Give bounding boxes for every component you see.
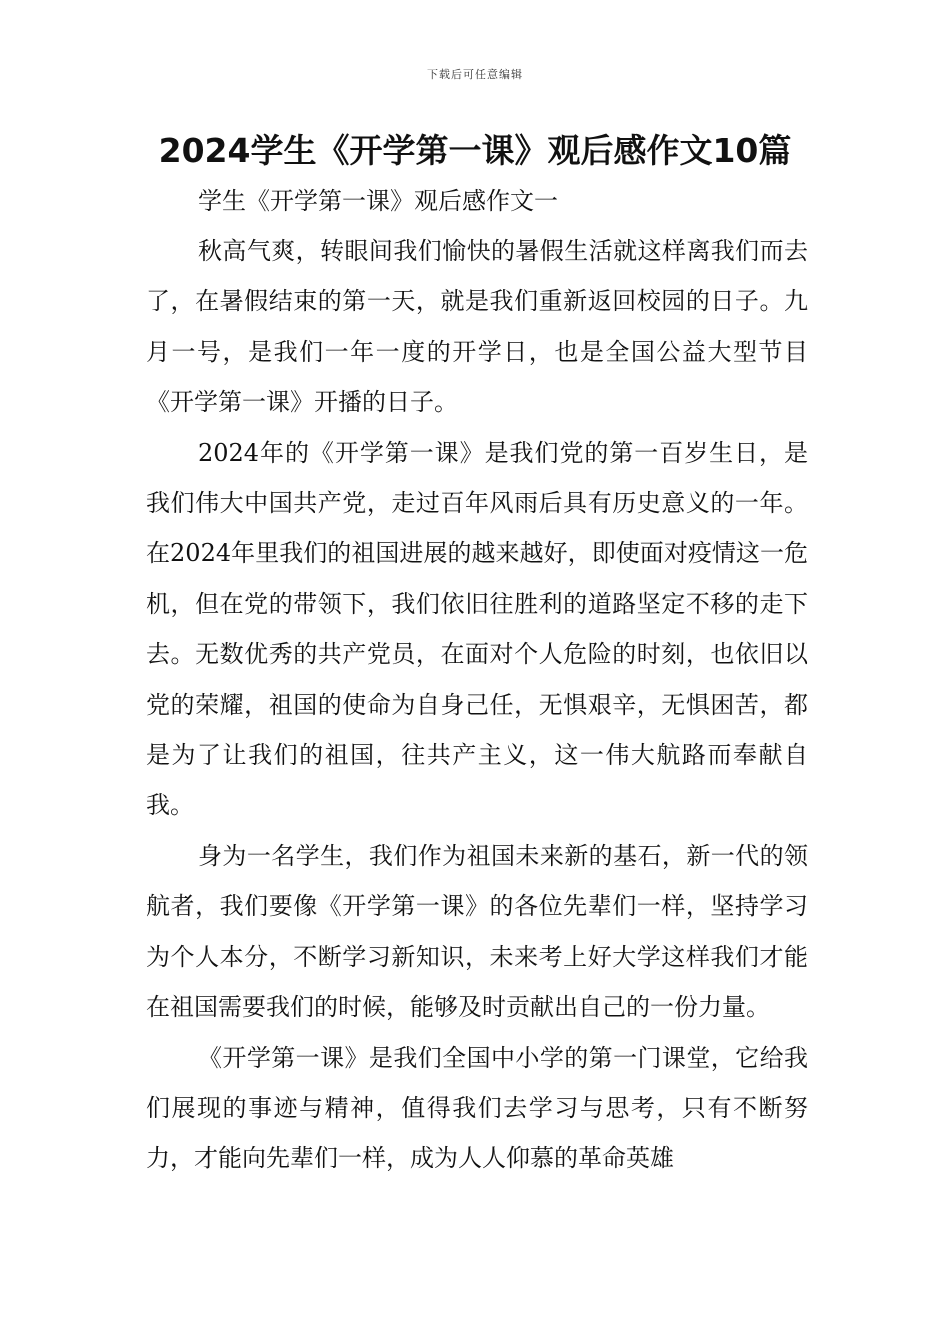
header-note: 下载后可任意编辑 (427, 68, 523, 81)
paragraph-3: 身为一名学生，我们作为祖国未来新的基石，新一代的领航者，我们要像《开学第一课》的各位先辈们一样，坚持学习为个人本分，不断学习新知识，未来考上好大学这样我们才能在祖国需要我们的时候，能够及时贡献出自己的一份力量。 (146, 841, 808, 1022)
paragraph-4: 《开学第一课》是我们全国中小学的第一门课堂，它给我们展现的事迹与精神，值得我们去学习与思考，只有不断努力，才能向先辈们一样，成为人人仰慕的革命英雄 (146, 1043, 808, 1173)
document-body (146, 176, 808, 1184)
document-title: 2024学生《开学第一课》观后感作文10篇 (158, 131, 792, 170)
paragraph-1: 秋高气爽，转眼间我们愉快的暑假生活就这样离我们而去了，在暑假结束的第一天，就是我们重新返回校园的日子。九月一号，是我们一年一度的开学日，也是全国公益大型节目《开学第一课》开播的日子。 (146, 237, 808, 417)
section-subtitle: 学生《开学第一课》观后感作文一 (198, 187, 558, 215)
paragraph-2: 2024年的《开学第一课》是我们党的第一百岁生日，是我们伟大中国共产党，走过百年风雨后具有历史意义的一年。在2024年里我们的祖国进展的越来越好，即使面对疫情这一危机，但在党的带领下，我们依旧往胜利的道路坚定不移的走下去。无数优秀的共产党员，在面对个人危险的时刻，也依旧以党的荣耀，祖国的使命为自身己任，无惧艰辛，无惧困苦，都是为了让我们的祖国，往共产主义，这一伟大航路而奉献自我。 (146, 438, 808, 820)
